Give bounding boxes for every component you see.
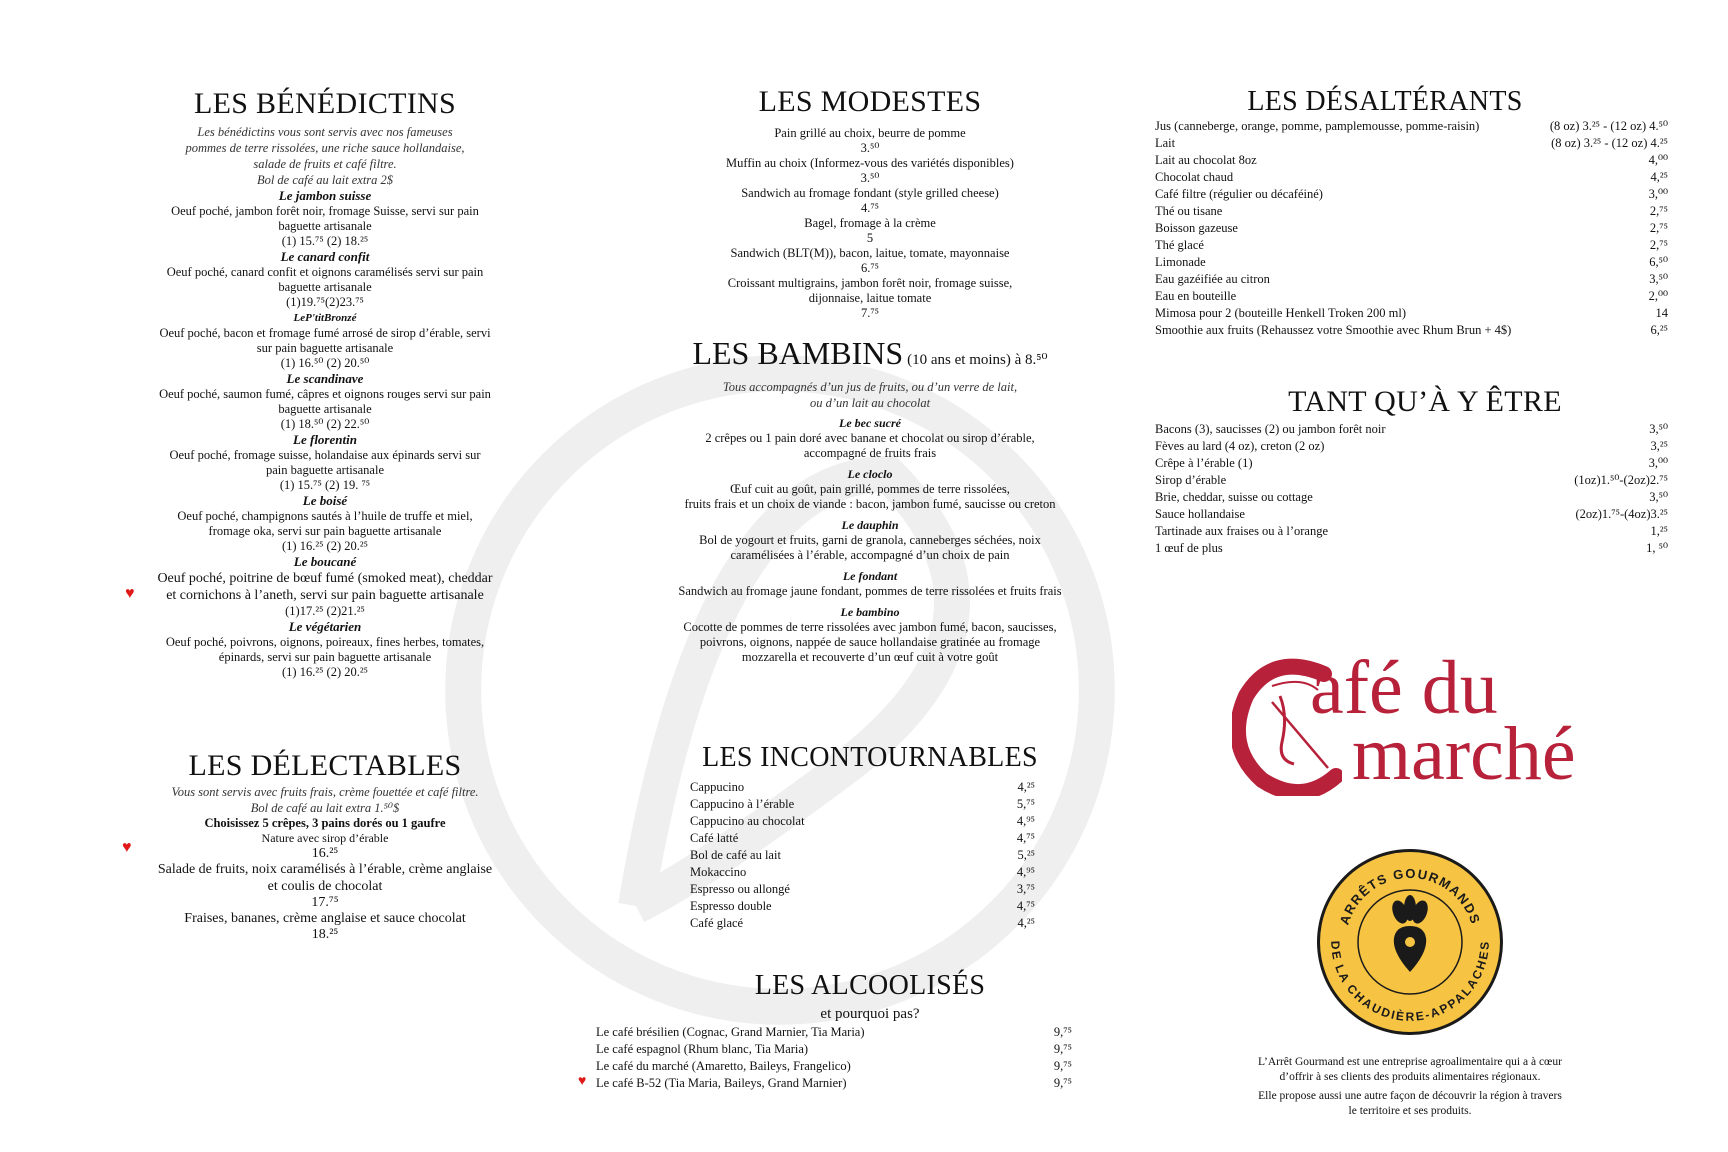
- dish-ptit-bronze: [110, 310, 540, 371]
- item-desc: Croissant multigrains, jambon forêt noir, fromage suisse,: [727, 276, 1013, 290]
- dish-name: Le fondant: [842, 569, 898, 583]
- item-price: 5,²⁵: [1017, 848, 1035, 862]
- dish-name: Le florentin: [293, 432, 357, 447]
- dish-price: (1) 15.⁷⁵ (2) 19. ⁷⁵: [279, 478, 371, 492]
- item-price: 4,⁷⁵: [1016, 899, 1035, 913]
- item-name: Chocolat chaud: [1155, 170, 1234, 184]
- menu-row: [1155, 305, 1668, 322]
- alcoolises-list: [596, 1024, 1072, 1092]
- menu-row: [1155, 118, 1668, 135]
- menu-row: [1155, 186, 1668, 203]
- item-name: Sirop d’érable: [1155, 473, 1227, 487]
- item-price: 6,⁵⁰: [1649, 255, 1668, 269]
- dish-canard-confit: [110, 249, 540, 310]
- item-price: 4,²⁵: [1017, 916, 1035, 930]
- item-price: 2,⁰⁰: [1648, 289, 1668, 303]
- desalterants-title: LES DÉSALTÉRANTS: [1247, 86, 1523, 117]
- dish-desc: accompagné de fruits frais: [803, 446, 937, 460]
- item-price: (8 oz) 3.²⁵ - (12 oz) 4.⁵⁰: [1549, 119, 1668, 133]
- delectables-title: LES DÉLECTABLES: [188, 749, 462, 782]
- dish-desc: Oeuf poché, bacon et fromage fumé arrosé de sirop d’érable, servi: [159, 326, 491, 340]
- section-benedictins: [110, 86, 540, 680]
- item-price: 3,⁰⁰: [1648, 187, 1668, 201]
- dish-desc: Œuf cuit au goût, pain grillé, pommes de terre rissolées,: [730, 482, 1010, 496]
- menu-row: [690, 830, 1035, 847]
- menu-row: [596, 1075, 1072, 1092]
- dish-price: (1)19.⁷⁵(2)23.⁷⁵: [286, 295, 364, 309]
- bambins-subtitle: (10 ans et moins) à 8.⁵⁰: [907, 352, 1048, 368]
- item-price: 9,⁷⁵: [1053, 1059, 1072, 1073]
- about-text: [1220, 1055, 1600, 1119]
- item-price: 3,⁰⁰: [1648, 456, 1668, 470]
- item-price: 6.⁷⁵: [860, 261, 880, 275]
- dish-desc: Bol de yogourt et fruits, garni de granola, canneberges séchées, noix: [699, 533, 1041, 547]
- dish-desc: Oeuf poché, saumon fumé, câpres et oignons rouges servi sur pain: [159, 387, 491, 401]
- item-desc: dijonnaise, laitue tomate: [808, 291, 932, 305]
- dish-name: Le végétarien: [288, 619, 362, 634]
- about-line: L’Arrêt Gourmand est une entreprise agroalimentaire qui a à cœur: [1258, 1056, 1562, 1068]
- dish-name: Le bambino: [840, 605, 900, 619]
- item-price: 9,⁷⁵: [1053, 1042, 1072, 1056]
- dish-desc: sur pain baguette artisanale: [256, 341, 394, 355]
- item-desc: Sandwich au fromage fondant (style grilled cheese): [741, 186, 999, 200]
- badge-bottom-text: DE LA CHAUDIÈRE-APPALACHES: [1328, 940, 1492, 1024]
- item-name: Bol de café au lait: [690, 848, 781, 862]
- dish-desc: Cocotte de pommes de terre rissolées avec jambon fumé, bacon, saucisses,: [683, 620, 1057, 634]
- dish-desc: épinards, servi sur pain baguette artisanale: [218, 650, 432, 664]
- dish-desc: poivrons, oignons, nappée de sauce hollandaise gratinée au fromage: [699, 635, 1041, 649]
- bambins-intro-line: Tous accompagnés d’un jus de fruits, ou d’un verre de lait,: [722, 380, 1018, 394]
- item-price: 5,⁷⁵: [1016, 797, 1035, 811]
- item-name: Smoothie aux fruits (Rehaussez votre Smoothie avec Rhum Brun + 4$): [1155, 323, 1512, 337]
- dish-desc: Oeuf poché, poitrine de bœuf fumé (smoked meat), cheddar: [157, 571, 493, 586]
- menu-row: [1155, 540, 1668, 557]
- item-name: Café glacé: [690, 916, 744, 930]
- favorite-heart-icon: ♥: [122, 839, 132, 856]
- badge-top-text: ARRÊTS GOURMANDS: [1336, 865, 1484, 927]
- menu-row: [1155, 455, 1668, 472]
- menu-row: [1155, 322, 1668, 339]
- item-price: 3.⁵⁰: [860, 141, 880, 155]
- dish-boise: [110, 493, 540, 554]
- tant-title: TANT QU’À Y ÊTRE: [1288, 385, 1562, 418]
- menu-row: [1155, 472, 1668, 489]
- cafe-du-marche-logo: [1232, 646, 1632, 796]
- dish-desc: mozzarella et recouverte d’un œuf cuit à votre goût: [741, 650, 999, 664]
- benedictins-intro-line: pommes de terre rissolées, une riche sauce hollandaise,: [185, 141, 465, 155]
- logo-line2: marché: [1352, 712, 1576, 796]
- item-desc: et coulis de chocolat: [267, 879, 383, 894]
- alcoolises-subtitle: et pourquoi pas?: [820, 1006, 920, 1022]
- item-name: Jus (canneberge, orange, pomme, pamplemousse, pomme-raisin): [1155, 119, 1480, 133]
- item-name: Limonade: [1155, 255, 1206, 269]
- item-price: 3,⁵⁰: [1649, 422, 1668, 436]
- item-price: 2,⁷⁵: [1649, 238, 1668, 252]
- arrets-gourmands-badge: [1316, 848, 1504, 1036]
- menu-row: [1155, 203, 1668, 220]
- benedictins-intro-line: Bol de café au lait extra 2$: [256, 173, 394, 187]
- menu-row: [690, 915, 1035, 932]
- item-name: Café latté: [690, 831, 739, 845]
- item-price: 1,²⁵: [1650, 524, 1668, 538]
- dish-desc: 2 crêpes ou 1 pain doré avec banane et chocolat ou sirop d’érable,: [705, 431, 1035, 445]
- item-name: Crêpe à l’érable (1): [1155, 456, 1253, 470]
- dish-vegetarien: [110, 619, 540, 680]
- dish-desc: fruits frais et un choix de viande : bacon, jambon fumé, saucisse ou creton: [684, 497, 1056, 511]
- menu-row: [690, 881, 1035, 898]
- dish-desc: pain baguette artisanale: [266, 463, 384, 477]
- item-price: 4,⁷⁵: [1016, 831, 1035, 845]
- section-bambins: [640, 334, 1100, 665]
- dish-desc: Sandwich au fromage jaune fondant, pommes de terre rissolées et fruits frais: [678, 584, 1062, 598]
- item-name: Tartinade aux fraises ou à l’orange: [1155, 524, 1329, 538]
- favorite-heart-icon: ♥: [578, 1074, 587, 1089]
- menu-row: [1155, 169, 1668, 186]
- item-name: Sauce hollandaise: [1155, 507, 1245, 521]
- menu-row: [596, 1024, 1072, 1041]
- menu-row: [1155, 220, 1668, 237]
- dish-price: (1) 15.⁷⁵ (2) 18.²⁵: [281, 234, 369, 248]
- item-desc: Sandwich (BLT(M)), bacon, laitue, tomate, mayonnaise: [730, 246, 1010, 260]
- item-name: Cappucino à l’érable: [690, 797, 795, 811]
- menu-row: [690, 779, 1035, 796]
- item-name: Le café du marché (Amaretto, Baileys, Frangelico): [596, 1059, 851, 1073]
- item-name: Eau en bouteille: [1155, 289, 1237, 303]
- dish-name: Le bec sucré: [839, 416, 901, 430]
- dish-desc: baguette artisanale: [278, 280, 372, 294]
- benedictins-title: LES BÉNÉDICTINS: [194, 87, 456, 120]
- dish-price: (1) 16.²⁵ (2) 20.²⁵: [282, 539, 368, 553]
- dish-name: LeP'titBronzé: [293, 312, 357, 324]
- dish-name: Le dauphin: [841, 518, 899, 532]
- menu-row: [1155, 438, 1668, 455]
- item-price: (8 oz) 3.²⁵ - (12 oz) 4.²⁵: [1551, 136, 1668, 150]
- menu-row: [1155, 152, 1668, 169]
- incontournables-list: [690, 779, 1035, 932]
- menu-row: [1155, 135, 1668, 152]
- item-price: 4,²⁵: [1017, 780, 1035, 794]
- item-name: Espresso ou allongé: [690, 882, 790, 896]
- benedictins-intro-line: salade de fruits et café filtre.: [253, 157, 397, 171]
- dish-name: Le boucané: [293, 554, 357, 569]
- section-incontournables: [640, 740, 1100, 776]
- delectables-intro-line: Vous sont servis avec fruits frais, crème fouettée et café filtre.: [171, 785, 479, 799]
- dish-desc: Oeuf poché, canard confit et oignons caramélisés servi sur pain: [166, 265, 484, 279]
- dish-name: Le scandinave: [286, 371, 364, 386]
- item-price: 4.⁷⁵: [860, 201, 880, 215]
- logo-line1: afé du: [1310, 646, 1498, 730]
- item-price: 18.²⁵: [311, 927, 339, 942]
- menu-row: [1155, 421, 1668, 438]
- menu-row: [596, 1058, 1072, 1075]
- benedictins-intro-line: Les bénédictins vous sont servis avec nos fameuses: [197, 125, 453, 139]
- item-price: 4,⁹⁵: [1016, 814, 1035, 828]
- bambins-intro-line: ou d’un lait au chocolat: [809, 396, 931, 410]
- menu-row: [1155, 254, 1668, 271]
- item-name: Lait au chocolat 8oz: [1155, 153, 1257, 167]
- item-desc: Salade de fruits, noix caramélisés à l’érable, crème anglaise: [157, 862, 493, 877]
- alcoolises-title: LES ALCOOLISÉS: [754, 970, 986, 1001]
- dish-desc: baguette artisanale: [278, 219, 372, 233]
- item-name: Eau gazéifiée au citron: [1155, 272, 1270, 286]
- dish-desc: fromage oka, servi sur pain baguette artisanale: [208, 524, 442, 538]
- about-line: Elle propose aussi une autre façon de découvrir la région à travers: [1258, 1090, 1562, 1102]
- item-name: Cappucino: [690, 780, 745, 794]
- delectables-intro-line: Bol de café au lait extra 1.⁵⁰$: [250, 801, 400, 815]
- dish-desc: et cornichons à l’aneth, servi sur pain baguette artisanale: [166, 588, 484, 603]
- menu-row: [690, 864, 1035, 881]
- menu-row: [1155, 237, 1668, 254]
- item-price: 7.⁷⁵: [860, 306, 880, 320]
- dish-boucane: [110, 554, 540, 619]
- item-name: Thé glacé: [1155, 238, 1204, 252]
- item-desc: Pain grillé au choix, beurre de pomme: [774, 126, 966, 140]
- dish-name: Le boisé: [302, 493, 348, 508]
- item-price: 2,⁷⁵: [1649, 221, 1668, 235]
- item-name: Brie, cheddar, suisse ou cottage: [1155, 490, 1313, 504]
- item-price: 17.⁷⁵: [311, 895, 339, 910]
- dish-florentin: [110, 432, 540, 493]
- section-tant: [1200, 384, 1650, 420]
- menu-row: [1155, 271, 1668, 288]
- dish-desc: Oeuf poché, poivrons, oignons, poireaux, fines herbes, tomates,: [165, 635, 485, 649]
- item-name: Espresso double: [690, 899, 772, 913]
- item-price: (2oz)1.⁷⁵-(4oz)3.²⁵: [1575, 507, 1668, 521]
- item-name: Thé ou tisane: [1155, 204, 1223, 218]
- item-desc: Muffin au choix (Informez-vous des variétés disponibles): [726, 156, 1014, 170]
- menu-row: [690, 796, 1035, 813]
- dish-desc: Oeuf poché, jambon forêt noir, fromage Suisse, servi sur pain: [171, 204, 479, 218]
- menu-row: [1155, 288, 1668, 305]
- item-name: Le café brésilien (Cognac, Grand Marnier, Tia Maria): [596, 1025, 865, 1039]
- item-price: 3,⁵⁰: [1649, 272, 1668, 286]
- item-name: Lait: [1155, 136, 1176, 150]
- item-price: 3,⁷⁵: [1016, 882, 1035, 896]
- bambins-title: LES BAMBINS: [692, 335, 904, 371]
- item-name: Mokaccino: [690, 865, 747, 879]
- dish-desc: baguette artisanale: [278, 402, 372, 416]
- section-alcoolises: [640, 968, 1100, 1024]
- item-name: Fèves au lard (4 oz), creton (2 oz): [1155, 439, 1325, 453]
- section-delectables: [110, 748, 540, 942]
- dish-price: (1) 16.²⁵ (2) 20.²⁵: [282, 665, 368, 679]
- item-price: 3.⁵⁰: [860, 171, 880, 185]
- menu-row: [690, 847, 1035, 864]
- modestes-title: LES MODESTES: [758, 85, 982, 118]
- item-desc: Bagel, fromage à la crème: [804, 216, 936, 230]
- menu-row: [1155, 523, 1668, 540]
- item-price: 9,⁷⁵: [1053, 1025, 1072, 1039]
- item-name: 1 œuf de plus: [1155, 541, 1223, 555]
- item-price: 4,²⁵: [1650, 170, 1668, 184]
- delectables-choose: Choisissez 5 crêpes, 3 pains dorés ou 1 gaufre: [204, 816, 446, 830]
- desalterants-list: [1155, 118, 1668, 339]
- dish-price: (1) 18.⁵⁰ (2) 22.⁵⁰: [280, 417, 370, 431]
- item-desc: Fraises, bananes, crème anglaise et sauce chocolat: [184, 911, 466, 926]
- menu-row: [1155, 489, 1668, 506]
- item-name: Boisson gazeuse: [1155, 221, 1238, 235]
- dish-scandinave: [110, 371, 540, 432]
- dish-desc: caramélisées à l’érable, accompagné d’un choix de pain: [730, 548, 1010, 562]
- item-price: (1oz)1.⁵⁰-(2oz)2.⁷⁵: [1574, 473, 1668, 487]
- dish-desc: Oeuf poché, fromage suisse, holandaise aux épinards servi sur: [169, 448, 481, 462]
- menu-row: [596, 1041, 1072, 1058]
- dish-price: (1) 16.⁵⁰ (2) 20.⁵⁰: [280, 356, 370, 370]
- menu-row: [690, 898, 1035, 915]
- tant-list: [1155, 421, 1668, 557]
- about-line: d’offrir à ses clients des produits alimentaires régionaux.: [1279, 1071, 1541, 1083]
- item-price: 1, ⁵⁰: [1646, 541, 1668, 555]
- dish-name: Le jambon suisse: [278, 188, 372, 203]
- item-price: 3,⁵⁰: [1649, 490, 1668, 504]
- dish-price: (1)17.²⁵ (2)21.²⁵: [285, 604, 365, 618]
- incontournables-title: LES INCONTOURNABLES: [702, 742, 1038, 773]
- item-price: 4,⁰⁰: [1648, 153, 1668, 167]
- dish-jambon-suisse: [110, 188, 540, 249]
- favorite-heart-icon: ♥: [125, 585, 135, 602]
- item-price: 5: [866, 231, 874, 245]
- dish-desc: Oeuf poché, champignons sautés à l’huile de truffe et miel,: [177, 509, 473, 523]
- item-price: 6,²⁵: [1650, 323, 1668, 337]
- dish-name: Le cloclo: [847, 467, 893, 481]
- section-desalterants: [1150, 84, 1620, 120]
- item-price: 16.²⁵: [311, 846, 339, 861]
- item-name: Cappucino au chocolat: [690, 814, 805, 828]
- section-modestes: [640, 84, 1100, 321]
- item-price: 14: [1655, 306, 1668, 320]
- item-price: 4,⁹⁵: [1016, 865, 1035, 879]
- item-price: 9,⁷⁵: [1053, 1076, 1072, 1090]
- item-name: Café filtre (régulier ou décaféiné): [1155, 187, 1323, 201]
- item-name: Mimosa pour 2 (bouteille Henkell Troken 200 ml): [1155, 306, 1407, 320]
- about-line: le territoire et ses produits.: [1348, 1105, 1472, 1117]
- item-price: 2,⁷⁵: [1649, 204, 1668, 218]
- dish-name: Le canard confit: [280, 249, 370, 264]
- item-price: 3,²⁵: [1650, 439, 1668, 453]
- item-name: Bacons (3), saucisses (2) ou jambon forêt noir: [1155, 422, 1386, 436]
- menu-row: [690, 813, 1035, 830]
- item-name: Le café espagnol (Rhum blanc, Tia Maria): [596, 1042, 809, 1056]
- item-name: Le café B-52 (Tia Maria, Baileys, Grand Marnier): [596, 1076, 847, 1090]
- menu-row: [1155, 506, 1668, 523]
- item-desc: Nature avec sirop d’érable: [261, 831, 389, 845]
